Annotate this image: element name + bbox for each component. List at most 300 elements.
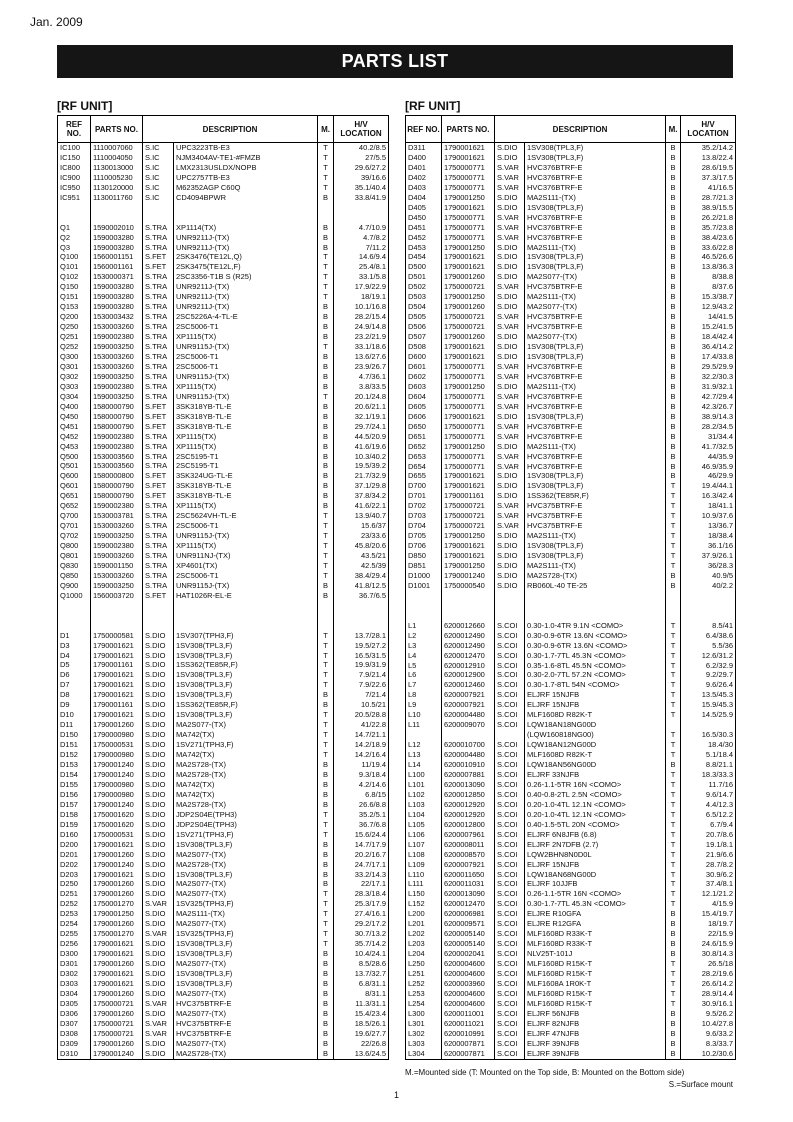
cell-hv-location: 13.5/45.3: [681, 690, 736, 700]
cell-hv-location: [334, 621, 389, 631]
cell-mounted-side: B: [318, 999, 334, 1009]
cell-parts-no: 1750000771: [442, 163, 495, 173]
cell-mounted-side: B: [318, 969, 334, 979]
cell-mounted-side: B: [318, 979, 334, 989]
cell-ref-no: Q150: [58, 282, 91, 292]
table-row: [406, 422, 736, 432]
cell-parts-no: 1790001621: [442, 352, 495, 362]
table-row: [58, 262, 389, 272]
cell-description: UPC3223TB-E3: [174, 143, 318, 153]
cell-parts-no: 1790001621: [442, 471, 495, 481]
cell-mount-type: S.DIO: [143, 770, 174, 780]
cell-ref-no: D651: [406, 432, 442, 442]
cell-mount-type: S.VAR: [495, 422, 525, 432]
cell-parts-no: [91, 611, 143, 621]
table-row: [406, 969, 736, 979]
cell-mount-type: S.DIO: [143, 850, 174, 860]
cell-mounted-side: T: [666, 561, 681, 571]
cell-description: HVC376BTRF-E: [525, 362, 666, 372]
cell-mounted-side: T: [666, 810, 681, 820]
cell-parts-no: 1530003260: [91, 322, 143, 332]
cell-ref-no: Q500: [58, 452, 91, 462]
table-row: [58, 422, 389, 432]
cell-description: RB060L-40 TE-25: [525, 581, 666, 591]
cell-mounted-side: B: [666, 442, 681, 452]
cell-hv-location: [681, 720, 736, 730]
cell-ref-no: Q450: [58, 412, 91, 422]
cell-hv-location: 9.6/14.7: [681, 790, 736, 800]
cell-mount-type: S.DIO: [495, 302, 525, 312]
table-row: [406, 989, 736, 999]
cell-ref-no: D160: [58, 830, 91, 840]
cell-description: 3SK318YB-TL-E: [174, 402, 318, 412]
cell-ref-no: D9: [58, 700, 91, 710]
cell-mount-type: S.DIO: [495, 332, 525, 342]
col-hv-location: H/V LOCATION: [334, 116, 389, 143]
cell-hv-location: 35.7/23.8: [681, 223, 736, 233]
cell-mount-type: S.TRA: [143, 292, 174, 302]
cell-mounted-side: B: [318, 481, 334, 491]
cell-mount-type: [143, 213, 174, 223]
cell-mounted-side: T: [318, 551, 334, 561]
cell-mount-type: S.DIO: [143, 760, 174, 770]
cell-description: XP1115(TX): [174, 541, 318, 551]
cell-parts-no: 1790001250: [442, 442, 495, 452]
cell-hv-location: 7/21.4: [334, 690, 389, 700]
cell-ref-no: D403: [406, 183, 442, 193]
cell-parts-no: 1790001621: [91, 969, 143, 979]
cell-hv-location: 22/26.8: [334, 1039, 389, 1049]
cell-parts-no: 6200006981: [442, 909, 495, 919]
cell-ref-no: D10: [58, 710, 91, 720]
cell-hv-location: [681, 611, 736, 621]
cell-ref-no: L108: [406, 850, 442, 860]
cell-parts-no: 6200011021: [442, 1019, 495, 1029]
cell-mount-type: S.COI: [495, 889, 525, 899]
cell-parts-no: [442, 730, 495, 740]
cell-parts-no: 6200007871: [442, 1039, 495, 1049]
document-date: Jan. 2009: [30, 15, 83, 29]
cell-mounted-side: B: [666, 193, 681, 203]
cell-hv-location: 4/15.9: [681, 899, 736, 909]
cell-mount-type: [143, 611, 174, 621]
cell-ref-no: D504: [406, 302, 442, 312]
cell-mount-type: S.VAR: [495, 521, 525, 531]
cell-parts-no: 1790001260: [91, 879, 143, 889]
cell-description: 1SV308(TPL3,F): [174, 969, 318, 979]
cell-mounted-side: B: [666, 332, 681, 342]
table-row: [406, 452, 736, 462]
cell-ref-no: L13: [406, 750, 442, 760]
cell-description: MA742(TX): [174, 790, 318, 800]
cell-mount-type: S.VAR: [495, 402, 525, 412]
cell-description: UNR9211J-(TX): [174, 282, 318, 292]
cell-description: HVC376BTRF-E: [525, 452, 666, 462]
cell-description: ELJRF 39NJFB: [525, 1039, 666, 1049]
cell-mount-type: S.VAR: [495, 322, 525, 332]
cell-hv-location: 3.8/33.5: [334, 382, 389, 392]
table-row: [406, 223, 736, 233]
cell-mount-type: S.COI: [495, 899, 525, 909]
cell-mounted-side: B: [666, 243, 681, 253]
cell-description: [174, 621, 318, 631]
cell-parts-no: 1590002380: [91, 382, 143, 392]
cell-parts-no: 1790001621: [442, 143, 495, 153]
cell-description: MA2S111-(TX): [525, 531, 666, 541]
cell-description: HVC376BTRF-E: [525, 163, 666, 173]
cell-mounted-side: T: [666, 989, 681, 999]
cell-description: HVC376BTRF-E: [525, 392, 666, 402]
cell-ref-no: D252: [58, 899, 91, 909]
cell-parts-no: 6200002041: [442, 949, 495, 959]
cell-mount-type: S.VAR: [495, 282, 525, 292]
cell-hv-location: 15.2/41.5: [681, 322, 736, 332]
cell-mounted-side: T: [666, 780, 681, 790]
cell-parts-no: 1750000721: [91, 1029, 143, 1039]
cell-mounted-side: B: [666, 432, 681, 442]
cell-ref-no: [58, 621, 91, 631]
cell-description: XP4601(TX): [174, 561, 318, 571]
cell-hv-location: 6.7/9.4: [681, 820, 736, 830]
cell-parts-no: 6200011001: [442, 1009, 495, 1019]
cell-mount-type: S.DIO: [143, 969, 174, 979]
table-row: [406, 720, 736, 730]
cell-hv-location: 40.9/5: [681, 571, 736, 581]
cell-hv-location: 20.7/8.6: [681, 830, 736, 840]
cell-parts-no: 1750000771: [442, 183, 495, 193]
cell-hv-location: 8.8/21.1: [681, 760, 736, 770]
cell-description: MA2S077-(TX): [174, 959, 318, 969]
cell-mount-type: S.DIO: [495, 382, 525, 392]
table-row: [406, 571, 736, 581]
cell-hv-location: 28.2/34.5: [681, 422, 736, 432]
cell-description: MLF1608D R15K-T: [525, 999, 666, 1009]
table-row: [58, 432, 389, 442]
cell-mount-type: S.DIO: [495, 243, 525, 253]
table-row: [406, 243, 736, 253]
cell-description: HVC376BTRF-E: [525, 372, 666, 382]
col-ref-no: REF NO.: [58, 116, 91, 143]
cell-ref-no: Q702: [58, 531, 91, 541]
table-row: [406, 661, 736, 671]
cell-parts-no: 1790000980: [91, 780, 143, 790]
cell-ref-no: L5: [406, 661, 442, 671]
cell-parts-no: 6200010700: [442, 740, 495, 750]
cell-hv-location: 15.6/24.4: [334, 830, 389, 840]
cell-parts-no: 1530003260: [91, 352, 143, 362]
cell-mounted-side: T: [666, 531, 681, 541]
cell-description: LMX2313USLDX/NOPB: [174, 163, 318, 173]
table-row: [406, 432, 736, 442]
cell-mount-type: S.VAR: [495, 163, 525, 173]
table-row: [58, 959, 389, 969]
cell-mounted-side: B: [318, 581, 334, 591]
cell-mounted-side: T: [666, 750, 681, 760]
cell-parts-no: 1790001240: [91, 800, 143, 810]
cell-mounted-side: T: [318, 670, 334, 680]
cell-hv-location: 28.6/19.5: [681, 163, 736, 173]
cell-parts-no: 1790001240: [91, 770, 143, 780]
cell-hv-location: 19.6/27.7: [334, 1029, 389, 1039]
cell-parts-no: 1790001621: [91, 710, 143, 720]
table-row: [58, 412, 389, 422]
cell-mount-type: S.DIO: [143, 680, 174, 690]
cell-ref-no: D402: [406, 173, 442, 183]
cell-mount-type: S.TRA: [143, 501, 174, 511]
cell-hv-location: 15.6/37: [334, 521, 389, 531]
cell-description: ELJRF 56NJFB: [525, 1009, 666, 1019]
cell-mounted-side: T: [666, 710, 681, 720]
cell-ref-no: Q251: [58, 332, 91, 342]
cell-ref-no: D4: [58, 651, 91, 661]
cell-parts-no: 1790001621: [442, 342, 495, 352]
cell-mount-type: S.VAR: [143, 1019, 174, 1029]
cell-mounted-side: [318, 621, 334, 631]
cell-hv-location: 40.2/8.5: [334, 143, 389, 153]
cell-mount-type: S.COI: [495, 690, 525, 700]
cell-mount-type: S.COI: [495, 710, 525, 720]
cell-ref-no: D151: [58, 740, 91, 750]
cell-mounted-side: B: [666, 153, 681, 163]
cell-hv-location: 24.9/14.8: [334, 322, 389, 332]
cell-ref-no: Q850: [58, 571, 91, 581]
table-row: [58, 1039, 389, 1049]
table-row: [58, 551, 389, 561]
cell-mount-type: S.DIO: [143, 690, 174, 700]
cell-ref-no: D255: [58, 929, 91, 939]
cell-parts-no: 1590003280: [91, 243, 143, 253]
cell-description: [174, 601, 318, 611]
cell-mounted-side: T: [666, 830, 681, 840]
table-row: [406, 1019, 736, 1029]
cell-ref-no: IC951: [58, 193, 91, 203]
cell-mount-type: S.DIO: [495, 292, 525, 302]
table-row: [58, 810, 389, 820]
cell-hv-location: 32.1/19.1: [334, 412, 389, 422]
cell-hv-location: 7.9/22.6: [334, 680, 389, 690]
cell-parts-no: 1790001260: [91, 850, 143, 860]
cell-hv-location: 23.9/26.7: [334, 362, 389, 372]
cell-mount-type: S.DIO: [495, 471, 525, 481]
cell-description: MA2S077-(TX): [174, 879, 318, 889]
cell-description: MA2S111-(TX): [525, 243, 666, 253]
cell-mount-type: [143, 601, 174, 611]
table-row: [406, 979, 736, 989]
cell-description: HVC375BTRF-E: [525, 312, 666, 322]
cell-mounted-side: T: [666, 621, 681, 631]
table-row: [58, 302, 389, 312]
cell-mount-type: S.DIO: [143, 879, 174, 889]
cell-parts-no: 1750001620: [91, 820, 143, 830]
cell-mounted-side: B: [318, 790, 334, 800]
cell-ref-no: Q1: [58, 223, 91, 233]
table-row: [406, 800, 736, 810]
cell-hv-location: [681, 591, 736, 601]
cell-hv-location: 4.2/14.6: [334, 780, 389, 790]
table-row: [406, 561, 736, 571]
cell-mount-type: S.FET: [143, 491, 174, 501]
table-row: [406, 680, 736, 690]
cell-hv-location: 10.9/37.6: [681, 511, 736, 521]
cell-parts-no: 1750000771: [442, 422, 495, 432]
cell-ref-no: Q303: [58, 382, 91, 392]
table-row: [58, 790, 389, 800]
cell-parts-no: 1530003560: [91, 461, 143, 471]
cell-ref-no: L200: [406, 909, 442, 919]
cell-description: MA2S728-(TX): [174, 760, 318, 770]
cell-ref-no: Q3: [58, 243, 91, 253]
cell-description: 0.30-0.9-6TR 13.6N <COMO>: [525, 631, 666, 641]
table-row: [58, 491, 389, 501]
cell-description: MLF1608D R33K-T: [525, 929, 666, 939]
cell-mount-type: S.IC: [143, 193, 174, 203]
cell-parts-no: 1130013000: [91, 163, 143, 173]
cell-mount-type: S.COI: [495, 680, 525, 690]
cell-mount-type: S.COI: [495, 949, 525, 959]
cell-description: UNR9211J-(TX): [174, 243, 318, 253]
cell-hv-location: [334, 601, 389, 611]
table-row: [406, 631, 736, 641]
table-row: [58, 561, 389, 571]
cell-ref-no: D1: [58, 631, 91, 641]
cell-description: CD4094BPWR: [174, 193, 318, 203]
cell-parts-no: 1790001621: [442, 481, 495, 491]
cell-ref-no: D502: [406, 282, 442, 292]
cell-description: UNR9211J-(TX): [174, 302, 318, 312]
cell-hv-location: 38.9/15.5: [681, 203, 736, 213]
cell-ref-no: D201: [58, 850, 91, 860]
table-row: [58, 820, 389, 830]
cell-mount-type: S.COI: [495, 641, 525, 651]
cell-parts-no: 1590003250: [91, 392, 143, 402]
cell-hv-location: 13.6/24.5: [334, 1049, 389, 1059]
table-row: [406, 830, 736, 840]
cell-hv-location: 41/22.8: [334, 720, 389, 730]
cell-mounted-side: B: [318, 233, 334, 243]
cell-description: 1SV308(TPL3,F): [174, 680, 318, 690]
cell-description: HVC375BTRF-E: [174, 1029, 318, 1039]
cell-description: 1SV308(TPL3,F): [525, 471, 666, 481]
cell-mount-type: S.COI: [495, 999, 525, 1009]
cell-parts-no: 1790001621: [91, 870, 143, 880]
cell-mounted-side: T: [666, 651, 681, 661]
cell-mounted-side: T: [318, 392, 334, 402]
cell-mounted-side: B: [666, 322, 681, 332]
cell-mounted-side: T: [666, 491, 681, 501]
cell-parts-no: 6200012490: [442, 641, 495, 651]
cell-parts-no: 6200004600: [442, 959, 495, 969]
cell-ref-no: D704: [406, 521, 442, 531]
table-row: [406, 929, 736, 939]
cell-hv-location: 22/17.1: [334, 879, 389, 889]
cell-mounted-side: B: [666, 262, 681, 272]
table-row: [406, 402, 736, 412]
cell-mount-type: S.COI: [495, 800, 525, 810]
col-ref-no: REF NO.: [406, 116, 442, 143]
cell-mounted-side: B: [666, 213, 681, 223]
cell-hv-location: 39/16.6: [334, 173, 389, 183]
cell-description: 2SC5006-T1: [174, 352, 318, 362]
table-row: [58, 282, 389, 292]
cell-hv-location: 13.6/27.6: [334, 352, 389, 362]
cell-hv-location: 27/5.5: [334, 153, 389, 163]
cell-description: MA2S077-(TX): [525, 272, 666, 282]
cell-hv-location: 41.7/32.5: [681, 442, 736, 452]
table-row: [58, 402, 389, 412]
cell-hv-location: 36.7/6.8: [334, 820, 389, 830]
cell-hv-location: 42.3/26.7: [681, 402, 736, 412]
cell-mounted-side: B: [666, 1019, 681, 1029]
table-row: [58, 511, 389, 521]
cell-ref-no: [406, 611, 442, 621]
cell-description: 2SC5195-T1: [174, 461, 318, 471]
cell-mount-type: S.TRA: [143, 352, 174, 362]
cell-parts-no: 1590003250: [91, 581, 143, 591]
cell-ref-no: L252: [406, 979, 442, 989]
cell-ref-no: L8: [406, 690, 442, 700]
cell-mounted-side: B: [318, 322, 334, 332]
cell-mounted-side: B: [666, 412, 681, 422]
cell-parts-no: 1790001621: [91, 840, 143, 850]
table-row: [406, 392, 736, 402]
cell-parts-no: 1790001260: [91, 720, 143, 730]
cell-hv-location: 4.7/8.2: [334, 233, 389, 243]
cell-hv-location: 10.4/24.1: [334, 949, 389, 959]
cell-mounted-side: B: [666, 1009, 681, 1019]
cell-parts-no: 6200004600: [442, 989, 495, 999]
table-row: [406, 700, 736, 710]
cell-description: MA2S077-(TX): [174, 850, 318, 860]
cell-hv-location: 18/41.1: [681, 501, 736, 511]
cell-mount-type: S.DIO: [143, 820, 174, 830]
cell-mounted-side: B: [318, 302, 334, 312]
cell-mounted-side: B: [318, 382, 334, 392]
cell-description: HVC375BTRF-E: [174, 999, 318, 1009]
cell-parts-no: 1530003260: [91, 571, 143, 581]
cell-mount-type: S.TRA: [143, 342, 174, 352]
cell-mount-type: S.COI: [495, 1049, 525, 1059]
cell-ref-no: Q800: [58, 541, 91, 551]
cell-mount-type: S.DIO: [495, 272, 525, 282]
cell-hv-location: 5.5/36: [681, 641, 736, 651]
cell-description: 3SK318YB-TL-E: [174, 422, 318, 432]
cell-mount-type: S.DIO: [143, 810, 174, 820]
cell-parts-no: 1590002380: [91, 332, 143, 342]
cell-mount-type: S.DIO: [143, 651, 174, 661]
cell-mount-type: S.DIO: [495, 352, 525, 362]
cell-description: MA2S728-(TX): [174, 860, 318, 870]
table-row: [406, 870, 736, 880]
table-row: [406, 690, 736, 700]
cell-ref-no: D655: [406, 471, 442, 481]
cell-hv-location: 31/34.4: [681, 432, 736, 442]
table-row: [58, 352, 389, 362]
cell-mounted-side: T: [318, 810, 334, 820]
cell-ref-no: L251: [406, 969, 442, 979]
cell-mount-type: S.VAR: [143, 1029, 174, 1039]
cell-mount-type: S.COI: [495, 670, 525, 680]
cell-parts-no: 1790001260: [91, 889, 143, 899]
cell-hv-location: 16.5/31.5: [334, 651, 389, 661]
cell-hv-location: 8/31.1: [334, 989, 389, 999]
cell-mount-type: S.TRA: [143, 432, 174, 442]
cell-parts-no: 1560003720: [91, 591, 143, 601]
cell-description: [174, 213, 318, 223]
cell-description: MLF1608A 1R0K-T: [525, 979, 666, 989]
cell-hv-location: 26.2/21.8: [681, 213, 736, 223]
cell-mount-type: S.TRA: [143, 452, 174, 462]
table-row: [58, 581, 389, 591]
